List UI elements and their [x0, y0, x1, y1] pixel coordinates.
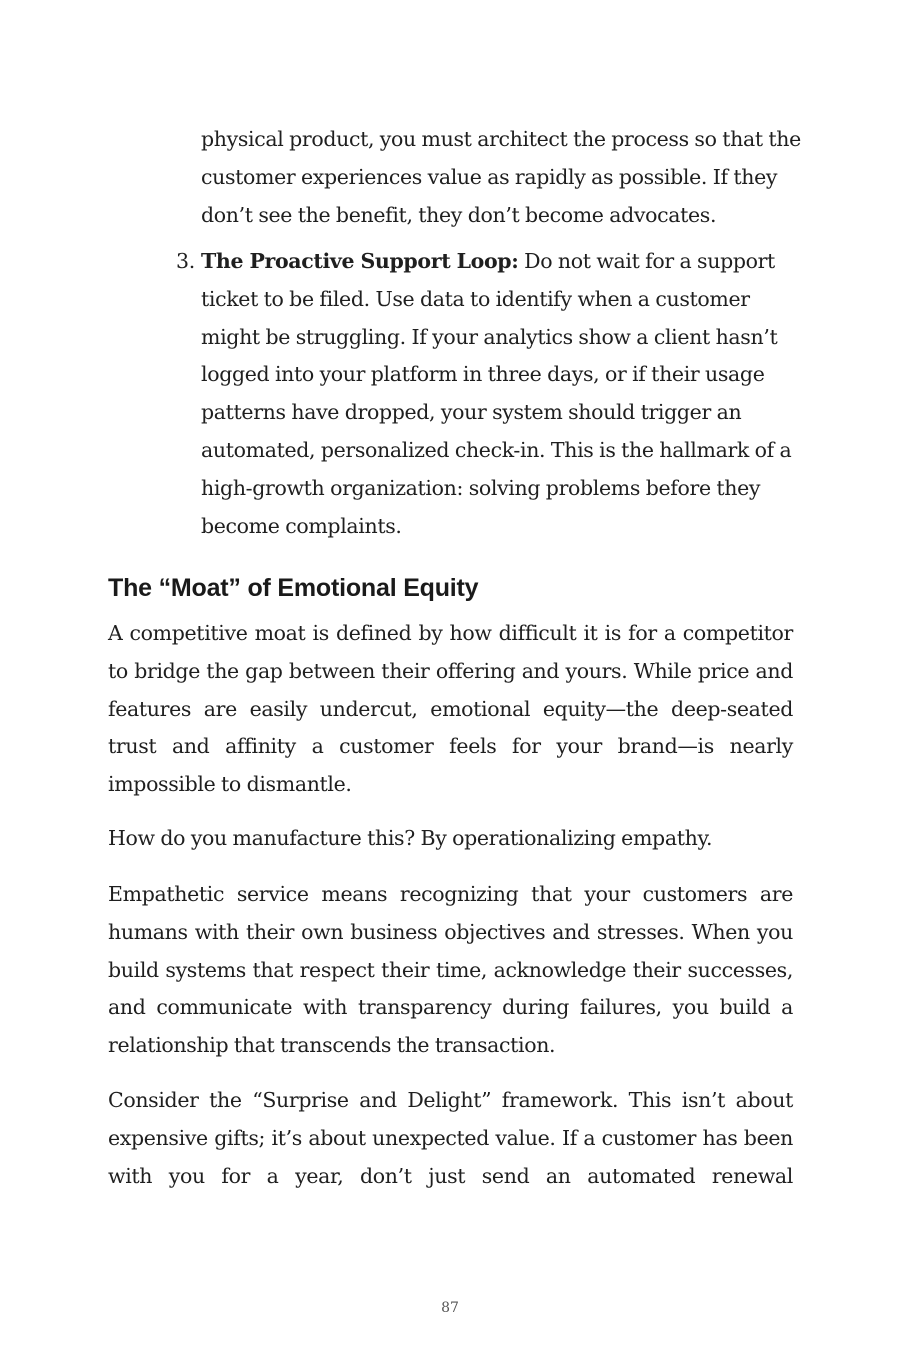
list-item-number: 3. [176, 249, 195, 273]
list-item-body [201, 243, 801, 545]
paragraph-empathetic-service: Empathetic service means recognizing that your customers are humans with their own business objectives and stresses. When you build systems that respect their time, acknowledge their successes, and communicate with transparency during failures, you build a relationship that transcends the transaction. [108, 882, 793, 1058]
list-item-lead: The Proactive Support Loop: [201, 249, 519, 273]
list-item-text: Do not wait for a support ticket to be filed. Use data to identify when a customer might be struggling. If your analytics show a client hasn’t logged into your platform in three days, or if their usage patterns have dropped, your system should trigger an automated, personalized check-in. This is the hallmark of a high-growth organization: solving problems before they become complaints. [201, 249, 792, 538]
section-heading: The “Moat” of Emotional Equity [108, 574, 479, 602]
paragraph-operationalizing-empathy: How do you manufacture this? By operationalizing empathy. [108, 826, 713, 850]
page-number: 87 [441, 1300, 459, 1316]
list-item-continuation: physical product, you must architect the process so that the customer experiences value as rapidly as possible. If they don’t see the benefit, they don’t become advocates. [201, 127, 801, 227]
paragraph-surprise-and-delight: Consider the “Surprise and Delight” framework. This isn’t about expensive gifts; it’s about unexpected value. If a customer has been with you for a year, don’t just send an automated renewal [108, 1088, 793, 1188]
paragraph-moat-definition: A competitive moat is defined by how difficult it is for a competitor to bridge the gap between their offering and yours. While price and features are easily undercut, emotional equity—the deep-seated trust and affinity a customer feels for your brand—is nearly impossible to dismantle. [108, 621, 793, 797]
